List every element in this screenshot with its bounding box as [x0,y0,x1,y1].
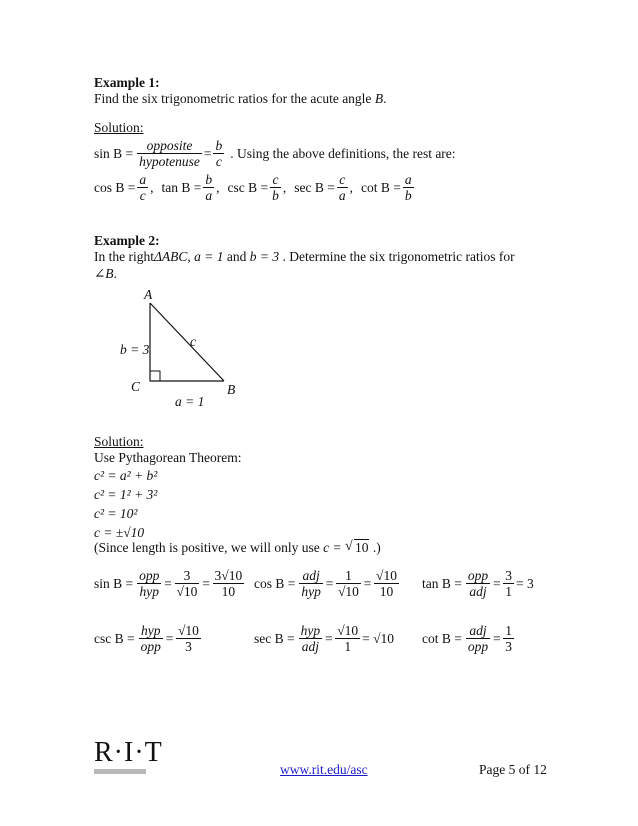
frac-num: a [139,172,147,187]
ratio-sin: sin B = $\frac{\text{opp}}{\text{hyp}}$ = $\frac{3}{√10}$ = $\frac{3√10}{10}$ [94,568,243,599]
frac-den: 1 [505,584,512,599]
pyth-step: c = ±√10 [94,525,145,540]
frac-num: 1 [505,623,512,638]
rit-logo [94,737,163,774]
frac-den: hyp [139,584,159,599]
ratio-sec: sec B = $\frac{\text{hyp}}{\text{adj}}$ = $\frac{√10}{1}$ = √10 [254,623,395,654]
ratio-fraction [270,172,281,203]
example1-prompt-text: Find the six trigonometric ratios for the acute angle [94,91,372,106]
frac-den: adj [469,584,487,599]
example2-solution-label: Solution: [94,434,144,449]
frac-num: c [337,172,348,188]
side-label-a: a = 1 [175,394,205,409]
frac-num: opp [467,568,489,583]
sin-num: opposite [137,138,202,154]
prompt-part: In the right [94,249,154,264]
positive-length-note [94,540,381,556]
pyth-step: c² = 1² + 3² [94,487,158,502]
example1-solution-label: Solution: [94,120,144,135]
example1-heading: Example 1: [94,75,160,90]
ratio-lhs: sin B = [94,575,134,591]
ratio-lhs: csc B = [94,630,135,646]
frac-num: 3 [175,568,200,584]
ratio-item [94,172,154,203]
rit-logo-bar [94,769,146,774]
sin-note: . Using the above definitions, the rest are: [230,145,456,161]
ratio-lhs: tan B = [161,179,202,195]
frac-den: 1 [344,639,352,654]
frac-den: 10 [221,584,236,599]
ratio-item [228,172,287,203]
frac-num: √10 [337,623,359,638]
ratio-tail: = 3 [516,575,534,591]
vertex-label-B: B [227,382,236,397]
prompt-part: , [187,249,191,264]
frac-den: b [404,188,412,203]
prompt-part: . Determine the six trigonometric ratios for [282,249,515,264]
ratio-lhs: tan B = [422,575,462,591]
side-label-c: c [190,334,196,349]
note-end: .) [372,540,381,555]
ratio-separator: , [282,179,287,195]
example2-prompt-line2 [94,266,117,282]
sin-fraction-words [137,138,202,169]
frac-num: c [270,172,281,188]
prompt-part: and [226,249,247,264]
frac-num: b [205,172,213,187]
frac-num: 3 [505,568,512,583]
example2-heading: Example 2: [94,233,160,248]
ratio-fraction [337,172,348,203]
ratio-lhs: cot B = [360,179,401,195]
sin-num2: b [215,138,223,153]
frac-den: 10 [379,584,394,599]
frac-num: √10 [376,568,397,583]
ratio-tan: tan B = $\frac{\text{opp}}{\text{adj}}$ = $\frac{3}{1}$ = 3 [422,568,534,599]
ratio-tail: = √10 [362,630,395,646]
frac-num: hyp [300,623,321,638]
ratio-fraction [203,172,214,203]
frac-den: hyp [301,584,321,599]
frac-num: 3√10 [214,568,243,583]
ratio-item [162,172,220,203]
ratio-csc: csc B = $\frac{\text{hyp}}{\text{opp}}$ = $\frac{√10}{3}$ [94,623,199,654]
ratio-fraction [403,172,414,203]
example1-prompt-end: . [383,91,387,106]
frac-num: √10 [177,623,199,638]
frac-num: hyp [139,623,163,639]
ratio-separator: , [150,179,154,195]
sin-fraction-letters [213,138,224,169]
pythagorean-steps [94,466,157,542]
ratio-cot: cot B = $\frac{\text{adj}}{\text{opp}}$ = $\frac{1}{3}$ [422,623,512,654]
ratio-lhs: sec B = [294,179,335,195]
ratio-fraction [137,172,148,203]
frac-num: 1 [336,568,361,584]
frac-den: a [205,188,213,203]
frac-den: a [338,188,346,203]
ratio-lhs: sec B = [254,630,295,646]
frac-den: adj [301,639,319,654]
frac-den: opp [467,639,489,654]
ratio-separator: , [216,179,220,195]
ratio-separator: , [349,179,353,195]
prompt-angle: ∠B [94,266,114,281]
frac-den: √10 [176,584,198,599]
ratio-item [361,172,416,203]
frac-den: √10 [338,584,359,599]
pythagorean-label: Use Pythagorean Theorem: [94,450,242,465]
sin-den2: c [215,154,222,169]
ratio-lhs: cos B = [94,179,136,195]
frac-num: opp [139,568,160,583]
frac-den: 3 [505,639,512,654]
ratio-cos: cos B = $\frac{\text{adj}}{\text{hyp}}$ = $\frac{1}{√10}$ = $\frac{√10}{10}$ [254,568,397,599]
example1-sin-equation [94,138,456,169]
side-c-line [150,303,224,381]
frac-num: adj [299,568,323,584]
frac-den: b [272,188,279,203]
page-number: Page 5 of 12 [479,762,547,777]
prompt-triangle: ΔABC [154,249,188,264]
ratio-lhs: csc B = [227,179,269,195]
example1-prompt [94,91,386,107]
frac-den: opp [140,639,161,654]
ratio-lhs: cos B = [254,575,296,591]
note-text: (Since length is positive, we will only use [94,540,320,555]
prompt-part: . [113,266,117,281]
sin-eq: = [203,145,212,161]
ratio-item [294,172,353,203]
example1-ratios-row [94,172,416,203]
right-angle-mark [150,371,160,381]
pyth-step: c² = a² + b² [94,468,158,483]
sin-lhs: sin B = [94,145,134,161]
example2-prompt-line1 [94,249,515,265]
pyth-step: c² = 10² [94,506,138,521]
frac-den: 3 [185,639,192,654]
prompt-a-value: a = 1 [194,249,224,264]
sin-den: hypotenuse [139,154,200,169]
prompt-b-value: b = 3 [249,249,280,264]
frac-num: adj [466,623,490,639]
note-eq: c = [323,540,342,555]
footer-link[interactable]: www.rit.edu/asc [280,762,368,777]
side-label-b: b = 3 [120,342,150,357]
frac-den: c [139,188,146,203]
example1-prompt-var: B [374,91,384,106]
ratio-lhs: cot B = [422,630,462,646]
note-root: 10 [354,540,369,555]
vertex-label-A: A [144,287,153,302]
rit-logo-text: R·I·T [94,737,163,768]
vertex-label-C: C [131,379,141,394]
frac-num: a [404,172,412,187]
